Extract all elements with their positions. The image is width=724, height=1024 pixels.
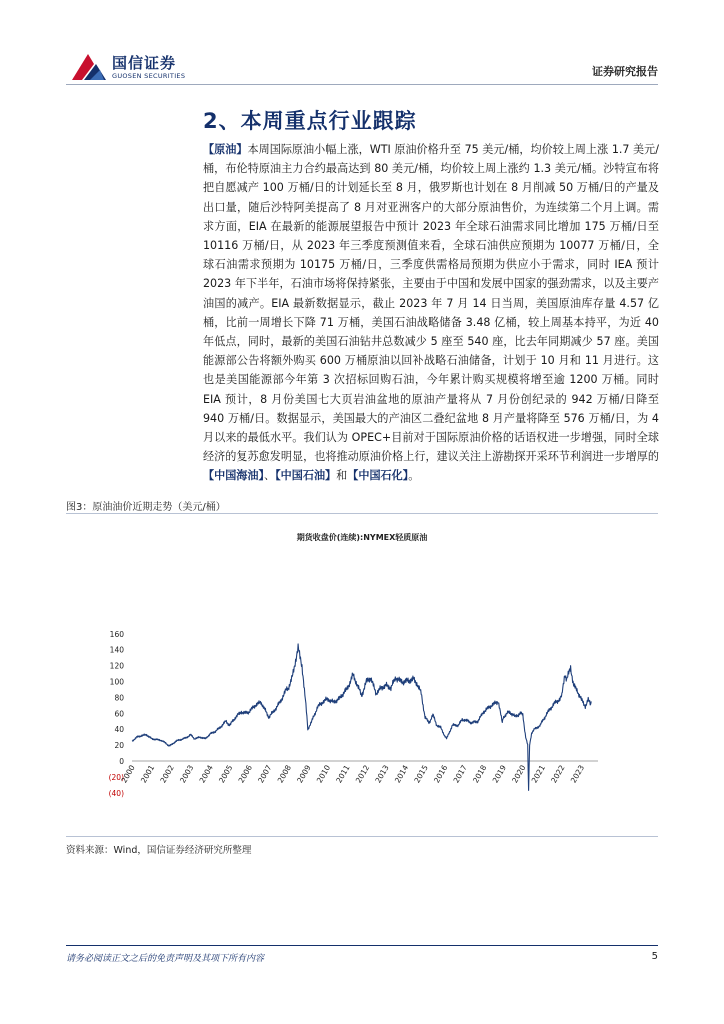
x-tick-label: 2013 [373, 763, 391, 785]
y-tick-label: 40 [114, 725, 124, 735]
y-tick-label: 60 [114, 709, 124, 719]
y-tick-label: 0 [119, 757, 124, 766]
footer-divider [66, 945, 658, 946]
y-tick-label: (20) [108, 772, 124, 782]
x-tick-label: 2009 [295, 763, 313, 785]
y-tick-label: 120 [109, 661, 124, 671]
x-tick-label: 2007 [256, 763, 274, 785]
source-divider [66, 836, 658, 837]
x-tick-label: 2020 [510, 763, 528, 785]
page-number: 5 [651, 951, 658, 962]
paragraph-tag: 【原油】 [203, 143, 248, 156]
y-tick-label: 20 [114, 741, 124, 751]
figure-divider [66, 513, 658, 514]
paragraph-text: 本周国际原油小幅上涨，WTI 原油价格升至 75 美元/桶，均价较上周上涨 1.7 美元/桶，布伦特原油主力合约最高达到 80 美元/桶，均价较上周上涨约 1.3 美元/桶。沙特宣布将把自愿减产 100 万桶/日的计划延长至 8 月，俄罗斯也计划在 8 月削减 50 万桶/日的产量及出口量，随后沙特阿美提高了 8 月对亚洲客户的大部分原油售价，为连续第二个月上调。需求方面，EIA 在最新的能源展望报告中预计 2023 年全球石油需求同比增加 175 万桶/日至 10116 万桶/日，从 2023 年三季度预测值来看，全球石油供应预期为 10077 万桶/日，全球石油需求预期为 10175 万桶/日，三季度供需格局预期为供应小于需求，同时 IEA 预计 2023 年下半年，石油市场将保持紧张，主要由于中国和发展中国家的强劲需求，以及主要产油国的减产。EIA 最新数据显示，截止 2023 年 7 月 14 日当周，美国原油库存量 4.57 亿桶，比前一周增长下降 71 万桶，美国石油战略储备 3.48 亿桶，较上周基本持平，为近 40 年低点，同时，最新的美国石油钻井总数减少 5 座至 540 座，比去年同期减少 57 座。美国能源部公告将额外购买 600 万桶原油以回补战略石油储备，计划于 10 月和 11 月进行。这也是美国能源部今年第 3 次招标回购石油，今年累计购买规模将增至逾 1200 万桶。同时 EIA 预计，8 月份美国七大页岩油盆地的原油产量将从 7 月份创纪录的 942 万桶/日降至 940 万桶/日。数据显示，美国最大的产油区二叠纪盆地 8 月产量将降至 576 万桶/日，为 4 月以来的最低水平。我们认为 OPEC+目前对于国际原油价格的话语权进一步增强，同时全球经济的复苏愈发明显，也将推动原油价格上行，建议关注上游勘探开采环节利润进一步增厚的 [203, 143, 659, 464]
figure-source: 资料来源：Wind，国信证券经济研究所整理 [66, 845, 252, 856]
report-type-label: 证券研究报告 [592, 65, 658, 78]
x-tick-label: 2008 [275, 763, 294, 785]
x-tick-label: 2001 [138, 763, 157, 785]
x-tick-label: 2011 [334, 763, 352, 785]
page-header [0, 0, 724, 90]
section-title: 2、本周重点行业跟踪 [203, 109, 417, 133]
figure-caption: 图3：原油油价近期走势（美元/桶） [66, 502, 226, 513]
x-tick-label: 2015 [412, 763, 430, 785]
x-tick-label: 2002 [158, 763, 176, 785]
y-tick-label: 160 [109, 629, 124, 639]
x-tick-label: 2012 [353, 763, 372, 785]
x-tick-label: 2014 [392, 763, 411, 785]
chart-canvas [66, 528, 658, 828]
x-tick-label: 2003 [178, 763, 196, 785]
logo-name-cn: 国信证券 [112, 54, 177, 72]
oil-price-chart [66, 528, 658, 828]
paragraph-end: 。 [408, 469, 420, 483]
y-tick-label: 140 [109, 645, 124, 655]
body-paragraph [203, 140, 659, 486]
x-tick-label: 2005 [217, 763, 235, 785]
x-tick-label: 2004 [197, 763, 215, 785]
x-tick-label: 2017 [451, 763, 469, 785]
company-petrochina: 【中国石油】 [275, 469, 337, 483]
x-tick-label: 2021 [529, 763, 548, 785]
company-logo [70, 50, 210, 86]
x-tick-label: 2016 [432, 763, 450, 785]
company-sinopec: 【中国石化】 [347, 469, 409, 483]
header-divider [66, 84, 658, 85]
x-tick-label: 2000 [119, 763, 137, 785]
chart-title: 期货收盘价(连续):NYMEX轻质原油 [296, 533, 428, 542]
y-tick-label: 80 [114, 693, 124, 703]
separator-1: 、 [264, 469, 276, 483]
x-tick-label: 2018 [471, 763, 489, 785]
footer-disclaimer: 请务必阅读正文之后的免责声明及其项下所有内容 [66, 954, 265, 964]
separator-2: 和 [336, 469, 348, 483]
x-tick-label: 2019 [490, 763, 508, 785]
x-tick-label: 2023 [568, 763, 587, 785]
x-tick-label: 2006 [236, 763, 254, 785]
logo-name-en: GUOSEN SECURITIES [112, 72, 186, 80]
y-tick-label: (40) [108, 788, 124, 798]
x-tick-label: 2010 [314, 763, 333, 785]
guosen-logo-icon [70, 50, 108, 84]
y-tick-label: 100 [109, 677, 124, 687]
x-tick-label: 2022 [549, 763, 567, 785]
company-cnooc: 【中国海油】 [203, 469, 265, 483]
